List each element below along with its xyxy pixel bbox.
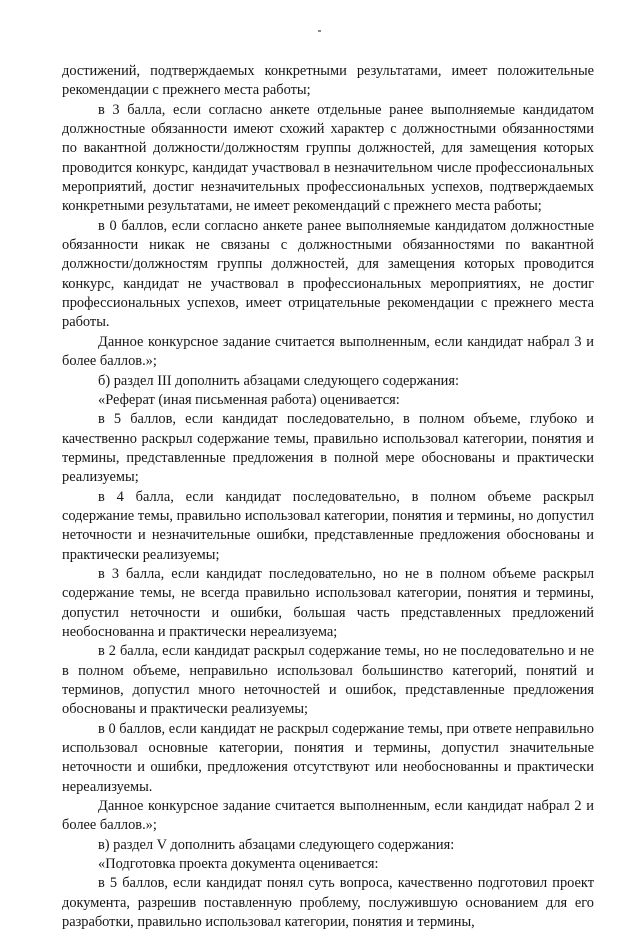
paragraph-essay-5-points: в 5 баллов, если кандидат последовательно, в полном объеме, глубоко и качественно раскрыл содержание темы, правильно использовал категории, понятия и термины, представленные предложения в полной мере обоснованы и практически реализуемы;	[62, 411, 594, 486]
paragraph-essay-completion: Данное конкурсное задание считается выполненным, если кандидат набрал 2 и более баллов.»;	[62, 798, 594, 834]
document-body	[62, 62, 594, 932]
scan-mark	[318, 30, 321, 32]
paragraph-section-v: в) раздел V дополнить абзацами следующего содержания:	[98, 836, 455, 853]
paragraph-project-5-points: в 5 баллов, если кандидат понял суть вопроса, качественно подготовил проект документа, разрешив поставленную проблему, послужившую основанием для его разработки, правильно использовал категории, понятия и термины,	[62, 875, 594, 931]
paragraph-completion-condition: Данное конкурсное задание считается выполненным, если кандидат набрал 3 и более баллов.»;	[62, 333, 594, 370]
paragraph-project-heading: «Подготовка проекта документа оценивается:	[98, 856, 379, 873]
paragraph-3-points: в 3 балла, если согласно анкете отдельные ранее выполняемые кандидатом должностные обязанности имеют схожий характер с должностными обязанностями по вакантной должности/должностям группы должностей, для замещения которых проводится конкурс, кандидат участвовал в незначительном числе профессиональных мероприятий, достиг незначительных профессиональных успехов, подтверждаемых конкретными результатами, не имеет рекомендаций с прежнего места работы;	[62, 101, 594, 215]
paragraph-essay-0-points: в 0 баллов, если кандидат не раскрыл содержание темы, при ответе неправильно использовал основные категории, понятия и термины, допустил значительные неточности и ошибки, предложения отсутствуют или необоснованны и практически нереализуемы.	[62, 720, 594, 795]
paragraph-essay-3-points: в 3 балла, если кандидат последовательно, но не в полном объеме раскрыл содержание темы, не всегда правильно использовал категории, понятия и термины, допустил неточности и ошибки, большая часть представленных предложений необоснованна и практически нереализуема;	[62, 565, 594, 640]
paragraph-essay-heading: «Реферат (иная письменная работа) оценивается:	[98, 391, 400, 408]
paragraph-0-points: в 0 баллов, если согласно анкете ранее выполняемые кандидатом должностные обязанности никак не связаны с должностными обязанностями по вакантной должности/должностям группы должностей, для замещения которых проводится конкурс, кандидат не участвовал в профессиональных мероприятиях, не достиг профессиональных успехов, имеет отрицательные рекомендации с прежнего места работы.	[62, 217, 594, 331]
paragraph-essay-4-points: в 4 балла, если кандидат последовательно, в полном объеме раскрыл содержание темы, правильно использовал категории, понятия и термины, но допустил неточности и незначительные ошибки, представленные предложения обоснованы и практически реализуемы;	[62, 488, 594, 563]
paragraph-essay-2-points: в 2 балла, если кандидат раскрыл содержание темы, но не последовательно и не в полном объеме, неправильно использовал большинство категорий, понятий и терминов, допустил много неточностей и ошибок, представленные предложения обоснованы и практически реализуемы;	[62, 643, 594, 718]
paragraph-section-iii: б) раздел III дополнить абзацами следующего содержания:	[98, 372, 459, 389]
paragraph-continuation: достижений, подтверждаемых конкретными результатами, имеет положительные рекомендации с прежнего места работы;	[62, 63, 594, 99]
